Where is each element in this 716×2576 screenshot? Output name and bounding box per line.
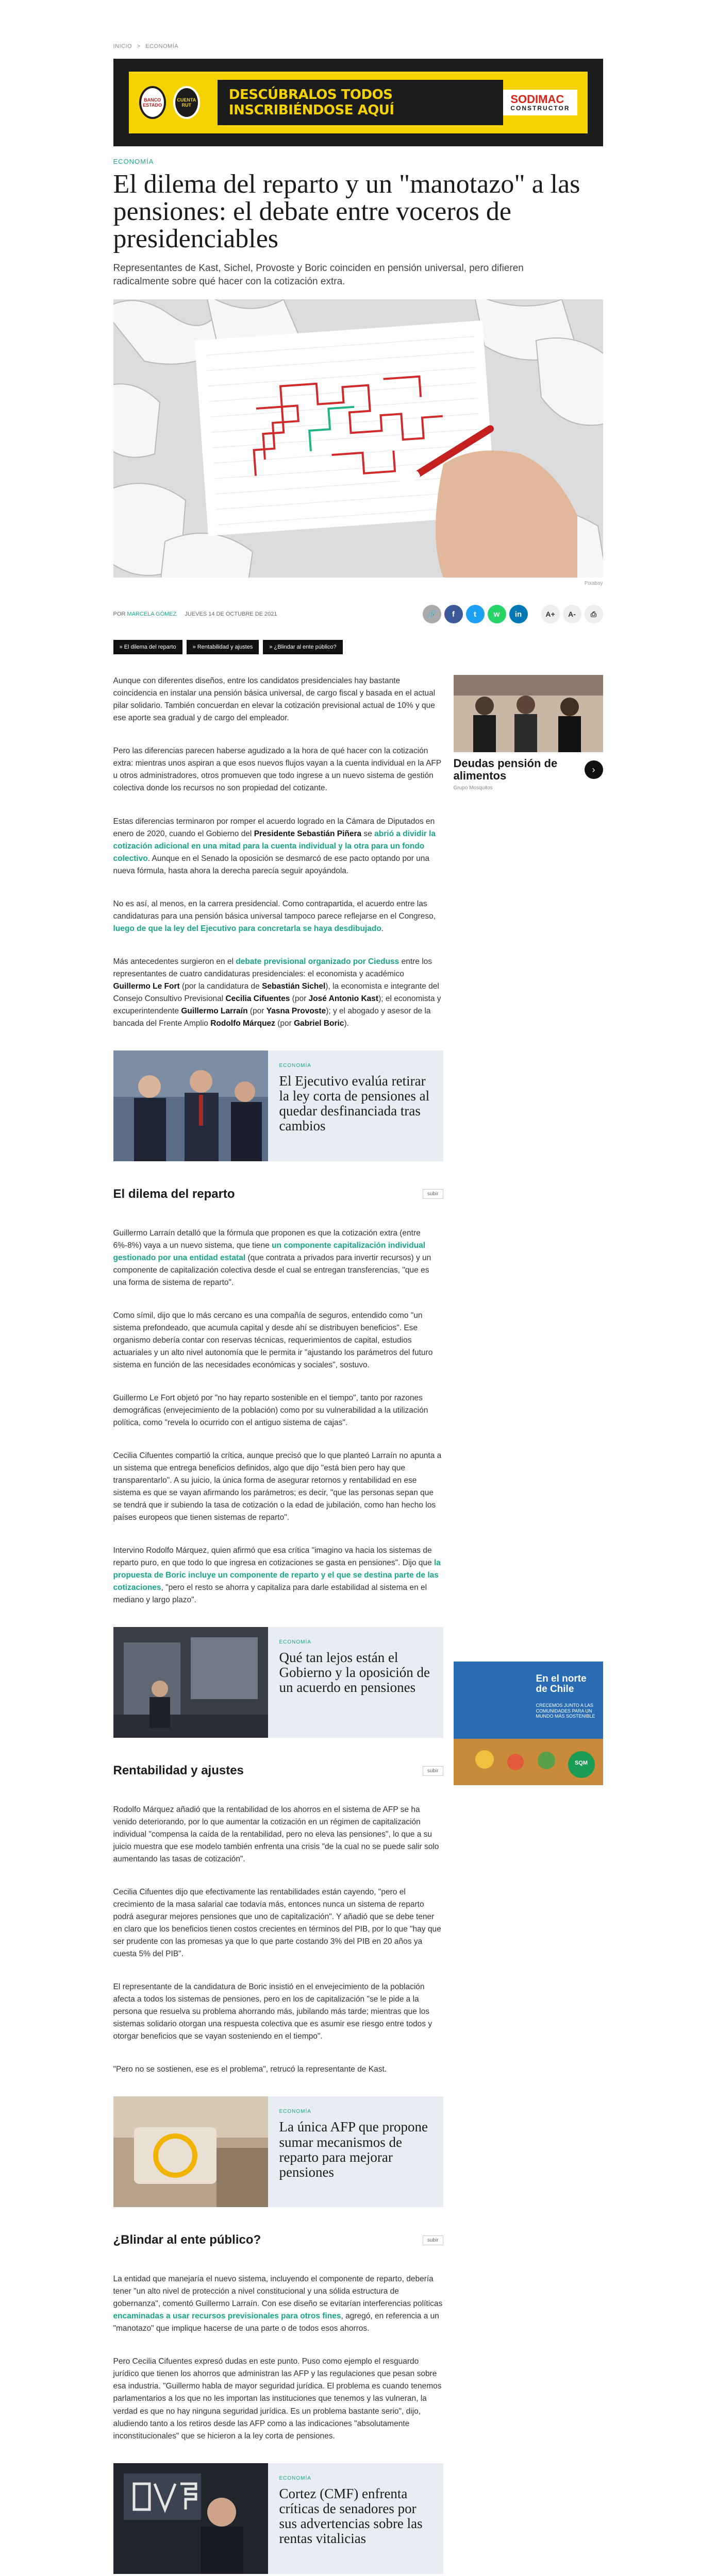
paragraph: Aunque con diferentes diseños, entre los candidatos presidenciales hay bastante coincidencia en instalar una pensión básica universal, de cargo fiscal y basada en el actual pilar solidario. También concuerdan en elevar la cotización previsional actual de 10% y que ese aporte sea gradual y de cargo del empleador. (113, 676, 436, 723)
related-tag: ECONOMÍA (279, 1639, 311, 1646)
person-name: Yasna Provoste (266, 1006, 326, 1015)
inline-link[interactable]: luego de que la ley del Ejecutivo para concretarla se haya desdibujado (113, 924, 381, 933)
facebook-icon[interactable]: f (444, 605, 463, 623)
breadcrumb-home[interactable]: INICIO (113, 43, 132, 49)
text: No es así, al menos, en la carrera presidencial. Como contrapartida, el acuerdo entre las candidaturas para una pensión básica universal tampoco parece reflejarse en el Congreso, (113, 899, 436, 921)
person-name: Rodolfo Márquez (210, 1019, 275, 1028)
scroll-up-button[interactable]: subir (423, 1189, 443, 1199)
ad-brand-name: SODIMAC (510, 93, 564, 106)
text: ); el economista y excuperintendente (113, 994, 441, 1015)
breadcrumb-separator: > (137, 43, 141, 49)
related-title[interactable]: La única AFP que propone sumar mecanismos de reparto para mejorar pensiones (279, 2119, 428, 2180)
page-wrapper (113, 0, 603, 2576)
ad-brand-sub: CONSTRUCTOR (510, 105, 570, 112)
sidebar-photo-people (454, 675, 603, 752)
related-text (268, 2096, 443, 2207)
related-text (268, 1627, 443, 1738)
text: (por (275, 1019, 294, 1028)
ad-subtitle: CRECEMOS JUNTO A LAS COMUNIDADES PARA UN MUNDO MÁS SOSTENIBLE (536, 1702, 595, 1719)
text: , "pero el resto se ahorra y capitaliza para darle estabilidad al sistema en el mediano y largo plazo". (113, 1583, 427, 1605)
sidebar-card-text (454, 752, 572, 791)
author-link[interactable]: MARCELA GÓMEZ (127, 611, 177, 618)
sidebar-card-source: Grupo Mosquitos (453, 785, 493, 791)
paragraph: Cecilia Cifuentes dijo que efectivamente las rentabilidades están cayendo, "pero el crecimiento de la masa salarial cae todavía más, entonces nunca un sistema de reparto podrá asegurar mejores pensiones que uno de capitalización". Y añadió que se debe tener en claro que los beneficios tienen costos crecientes en términos del PIB, por lo que "hay que ser prudente con las promesas ya que lo que parte costando 3% del PIB en 20 años ya cuesta 5% del PIB". (113, 1888, 441, 1959)
sidebar (454, 675, 603, 1785)
related-tag: ECONOMÍA (279, 1062, 311, 1069)
text: entre los representantes de cuatro candidaturas presidenciales: el economista y académico (113, 957, 432, 978)
inline-link[interactable]: un componente capitalización individual gestionado por una entidad estatal (113, 1241, 426, 1262)
text: (que contrata a privados para invertir recursos) y un componente de capitalización colectiva desde el cual se entregan transferencias, "que es una forma de sistema de reparto". (113, 1253, 431, 1287)
person-name: Presidente Sebastián Piñera (254, 829, 362, 838)
text: ). (344, 1019, 349, 1028)
ad-brand (503, 90, 577, 115)
related-title[interactable]: Cortez (CMF) enfrenta críticas de senadores por sus advertencias sobre las rentas vitalicias (279, 2485, 423, 2547)
chevron-right-icon[interactable]: › (585, 760, 603, 779)
paragraph: Pero las diferencias parecen haberse agudizado a la hora de qué hacer con la cotización extra: mientras unos aspiran a que esos nuevos flujos vayan a la cuenta individual en la AFP u otros administradores, otros promueven que todo ingrese a un nuevo sistema de gestión colectiva donde los recursos no son propiedad del cotizante. (113, 747, 441, 793)
article-section[interactable]: ECONOMÍA (113, 158, 154, 165)
related-article-card[interactable] (113, 1627, 443, 1738)
related-article-card[interactable] (113, 2096, 443, 2207)
subhead-title: ¿Blindar al ente público? (113, 2233, 261, 2247)
twitter-icon[interactable]: t (466, 605, 485, 623)
article-body (113, 675, 443, 2576)
person-name: Guillermo Larraín (181, 1006, 248, 1015)
sidebar-card-title[interactable]: Deudas pensión de alimentos (453, 757, 558, 783)
related-image (113, 2096, 268, 2207)
ad-logo-cuenta: CUENTA RUT (173, 86, 200, 119)
text: , agregó, en referencia a un "manotazo" que implique hacerse de una parte o de todos esos ahorros. (113, 2312, 439, 2333)
person-name: Gabriel Boric (294, 1019, 344, 1028)
byline (113, 611, 177, 617)
related-photo-afp (113, 2096, 268, 2207)
person-name: Guillermo Le Fort (113, 981, 180, 991)
related-article-card[interactable] (113, 1050, 443, 1161)
article-meta (113, 605, 603, 633)
ad-logo-banco: BANCO ESTADO (139, 86, 166, 119)
text: Estas diferencias terminaron por romper el acuerdo logrado en la Cámara de Diputados en enero de 2020, cuando el Gobierno del (113, 817, 435, 838)
section-chips (113, 640, 603, 654)
text: ); y el abogado y asesor de la bancada del Frente Amplio (113, 1006, 431, 1028)
photo-credit: Pixabay (584, 581, 603, 587)
paragraph (113, 956, 443, 1030)
paragraph (113, 2273, 443, 2335)
byline-prefix: POR (113, 611, 126, 618)
subhead-rentabilidad (113, 1764, 443, 1778)
ad-banner-inner (129, 72, 588, 133)
chip-dilema[interactable]: » El dilema del reparto (113, 640, 182, 654)
text: (por (247, 1006, 267, 1015)
related-image (113, 1050, 268, 1161)
person-name: Cecilia Cifuentes (225, 994, 290, 1003)
related-article-card[interactable] (113, 2463, 443, 2574)
paragraph (113, 898, 443, 935)
paragraph: Cecilia Cifuentes compartió la crítica, aunque precisó que lo que planteó Larraín no apunta a un sistema que entrega beneficios definidos, algo que dijo "está bien pero hay que transparentarlo". A su juicio, la única forma de asegurar retornos y rentabilidad en ese sistema es que se vayan afirmando los parámetros; es decir, "que las personas sepan que se tendrá que ir subiendo la tasa de cotización o la edad de jubilación, como han hecho los países europeos que tienen sistemas de reparto". (113, 1451, 442, 1522)
paragraph (113, 1227, 443, 1289)
paragraph: Como símil, dijo que lo más cercano es una compañía de seguros, entendido como "un sistema prefondeado, que acumula capital y desde ahí se distribuyen beneficios". Ese organismo debería contar con reservas técnicas, requerimientos de capital, estudios actuariales y un alto nivel autonomía que le permita ir "ajustando los parámetros del futuro sistema en función de las necesidades económicas y sociales", sostuvo. (113, 1311, 433, 1369)
related-tag: ECONOMÍA (279, 2475, 311, 2481)
text: Más antecedentes surgieron en el (113, 957, 236, 966)
related-photo-meeting (113, 1050, 268, 1161)
text: (por la candidatura de (179, 981, 262, 991)
subhead-dilema (113, 1187, 443, 1201)
paragraph: Rodolfo Márquez añadió que la rentabilidad de los ahorros en el sistema de AFP se ha venido deteriorando, por lo que aumentar la cotización en un régimen de capitalización individual "compensa la caída de la rentabilidad, pero no eleva las pensiones", lo que a su juicio muestra que ese modelo también enfrenta una crisis "de la cual no se puede salir solo aumentando las tasas de cotización". (113, 1805, 439, 1864)
paragraph: Pero Cecilia Cifuentes expresó dudas en este punto. Puso como ejemplo el resguardo jurídico que tienen los ahorros que administran las AFP y las regulaciones que pesan sobre esa industria. "Guillermo habla de mayor seguridad jurídica. El problema es cuando tenemos parlamentarios a los que no les importan las instituciones que tenemos y las vulneran, la verdad es que no hay ninguna seguridad jurídica. Es un problema bastante serio", dijo, aludiendo tanto a los retiros desde las AFP como a las indicaciones "absolutamente inconstitucionales" que se hicieron a la ley corta de pensiones. (113, 2357, 442, 2441)
person-name: Sebastián Sichel (262, 981, 326, 991)
text: Intervino Rodolfo Márquez, quien afirmó que esa crítica "imagino va hacia los sistemas de reparto puro, en que todo lo que ingresa en cotizaciones se gasta en pensiones". Dijo que (113, 1546, 434, 1568)
subhead-title: El dilema del reparto (113, 1187, 235, 1201)
inline-link[interactable]: debate previsional organizado por Cieduss (236, 957, 399, 966)
text: se (361, 829, 375, 838)
related-text (268, 2463, 443, 2574)
chip-rentabilidad[interactable]: » Rentabilidad y ajustes (187, 640, 259, 654)
subhead-title: Rentabilidad y ajustes (113, 1764, 244, 1778)
ad-title: En el norte de Chile (536, 1673, 587, 1694)
sidebar-card[interactable] (454, 675, 603, 791)
paragraph: Guillermo Le Fort objetó por "no hay reparto sostenible en el tiempo", tanto por razones demográficas (envejecimiento de la población) como por su vulnerabilidad a la utilización política, como "revela lo ocurrido con el antiguo sistema de cajas". (113, 1393, 428, 1427)
breadcrumb-section[interactable]: ECONOMÍA (145, 43, 179, 49)
sidebar-card-image (454, 675, 603, 752)
paragraph (113, 816, 443, 877)
related-title[interactable]: Qué tan lejos están el Gobierno y la oposición de un acuerdo en pensiones (279, 1650, 430, 1696)
chip-blindar[interactable]: » ¿Blindar al ente público? (263, 640, 342, 654)
ad-brand: SQM (574, 1759, 588, 1766)
hero-illustration (113, 299, 603, 578)
inline-link[interactable]: encaminadas a usar recursos previsionales para otros fines (113, 2312, 341, 2321)
sidebar-spacer (454, 791, 603, 1662)
related-photo-cmf (113, 2463, 268, 2574)
article-title: El dilema del reparto y un "manotazo" a las pensiones: el debate entre voceros de presidenciables (113, 170, 580, 254)
sidebar-ad[interactable] (454, 1662, 603, 1785)
hero-image (113, 299, 603, 578)
related-photo-office (113, 1627, 268, 1738)
related-text (268, 1050, 443, 1161)
sidebar-card-footer (454, 752, 603, 791)
related-image (113, 1627, 268, 1738)
inline-link[interactable]: abrió a dividir la cotización adicional en una mitad para la cuenta individual y la otra para un fondo colectivo (113, 829, 436, 863)
text: Guillermo Larraín detalló que la fórmula que proponen es que la cotización extra (entre 6%-8%) vaya a un nuevo sistema, que tiene (113, 1228, 421, 1250)
person-name: José Antonio Kast (308, 994, 379, 1003)
text: . Aunque en el Senado la oposición se desmarcó de ese pacto optando por una nueva fórmula, hasta ahora la derecha parecía seguir apoyándola. (113, 854, 430, 875)
text: (por (290, 994, 309, 1003)
content-row (113, 675, 603, 2576)
publish-date: JUEVES 14 DE OCTUBRE DE 2021 (185, 611, 277, 618)
paragraph: El representante de la candidatura de Boric insistió en el envejecimiento de la población afecta a todos los sistemas de pensiones, pero en los de capitalización "se le pide a la persona que resuelva su problema ahorrando más, jubilando más tarde; mientras que los sistemas solidario otorgan una respuesta colectiva que es asumir ese riesgo entre todos y otorgar beneficios que se vayan sosteniendo en el tiempo". (113, 1982, 432, 2041)
font-increase-button[interactable]: A+ (541, 605, 560, 623)
paragraph (113, 1545, 443, 1606)
related-tag: ECONOMÍA (279, 2109, 311, 2115)
copy-link-icon[interactable]: 🔗 (423, 605, 441, 623)
ad-banner[interactable] (113, 59, 603, 146)
paragraph: "Pero no se sostienen, ese es el problema", retrucó la representante de Kast. (113, 2065, 387, 2074)
inline-link[interactable]: la propuesta de Boric incluye un componente de reparto y el que se destina parte de las cotizaciones (113, 1558, 441, 1592)
subhead-blindar (113, 2233, 443, 2247)
print-icon[interactable]: ⎙ (585, 605, 603, 623)
related-image (113, 2463, 268, 2574)
share-toolbar (420, 605, 603, 623)
text: La entidad que manejaría el nuevo sistema, incluyendo el componente de reparto, debería tener "un alto nivel de protección a nivel constitucional y una sólida estructura de gobernanza", comentó Guillermo Larraín. Con ese diseño se evitarían interferencias políticas (113, 2275, 443, 2309)
related-title[interactable]: El Ejecutivo evalúa retirar la ley corta de pensiones al quedar desfinanciada tras cambios (279, 1073, 430, 1134)
text: ), la economista e integrante del Consejo Consultivo Previsional (113, 981, 439, 1003)
scroll-up-button[interactable]: subir (423, 2235, 443, 2245)
whatsapp-icon[interactable]: w (488, 605, 506, 623)
article-lead: Representantes de Kast, Sichel, Provoste y Boric coinciden en pensión universal, pero difieren radicalmente sobre qué hacer con la cotización extra. (113, 263, 524, 287)
font-decrease-button[interactable]: A- (563, 605, 581, 623)
text: . (381, 924, 384, 933)
linkedin-icon[interactable]: in (509, 605, 528, 623)
breadcrumb (113, 43, 603, 49)
ad-cta[interactable]: DESCÚBRALOS TODOS INSCRIBIÉNDOSE AQUÍ (218, 80, 503, 125)
scroll-up-button[interactable]: subir (423, 1766, 443, 1776)
